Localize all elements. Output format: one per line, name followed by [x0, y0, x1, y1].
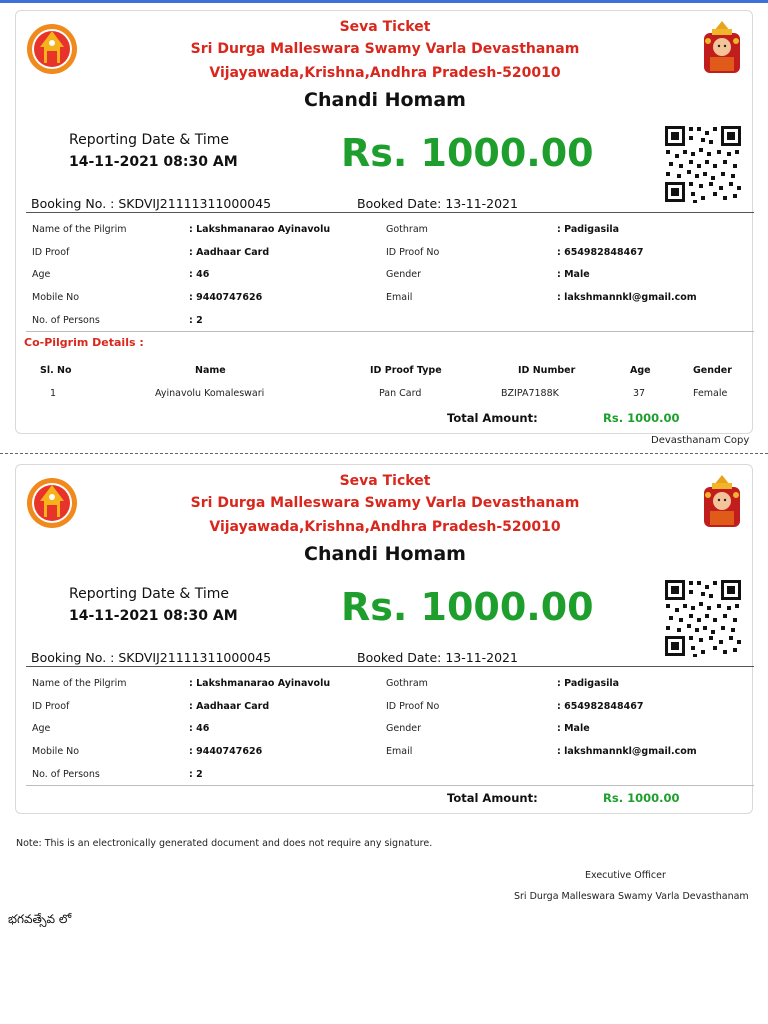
id-proof-value: : Aadhaar Card	[189, 247, 270, 258]
email-value: : lakshmannkl@gmail.com	[557, 746, 697, 757]
persons-value: : 2	[189, 315, 203, 326]
total-amount-label: Total Amount:	[447, 411, 538, 425]
mobile-value: : 9440747626	[189, 746, 263, 757]
table-cell-id-number: BZIPA7188K	[501, 388, 559, 399]
age-value: : 46	[189, 723, 210, 734]
email-label: Email	[386, 292, 413, 303]
pilgrim-name-value: : Lakshmanarao Ayinavolu	[189, 224, 331, 235]
temple-name: Sri Durga Malleswara Swamy Varla Devasthanam	[190, 495, 580, 511]
gender-label: Gender	[386, 723, 422, 734]
id-proof-no-value: : 654982848467	[557, 247, 644, 258]
table-cell-slno: 1	[50, 388, 57, 399]
table-header-name: Name	[195, 365, 226, 376]
reporting-label: Reporting Date & Time	[69, 132, 230, 148]
table-header-id-number: ID Number	[518, 365, 576, 376]
seva-name: Chandi Homam	[304, 543, 466, 565]
pilgrim-name-value: : Lakshmanarao Ayinavolu	[189, 678, 331, 689]
id-proof-no-label: ID Proof No	[386, 701, 440, 712]
seva-amount: Rs. 1000.00	[341, 585, 594, 629]
divider	[26, 666, 754, 667]
age-label: Age	[32, 269, 51, 280]
table-header-id-proof-type: ID Proof Type	[370, 365, 442, 376]
gothram-label: Gothram	[386, 678, 428, 689]
persons-label: No. of Persons	[32, 769, 100, 780]
id-proof-label: ID Proof	[32, 247, 70, 258]
table-header-age: Age	[630, 365, 651, 376]
table-cell-gender: Female	[693, 388, 728, 399]
divider	[26, 331, 754, 332]
temple-address: Vijayawada,Krishna,Andhra Pradesh-520010	[209, 519, 561, 535]
mobile-label: Mobile No	[32, 292, 80, 303]
gender-value: : Male	[557, 723, 590, 734]
id-proof-no-value: : 654982848467	[557, 701, 644, 712]
gothram-value: : Padigasila	[557, 224, 620, 235]
executive-officer-title: Executive Officer	[585, 870, 666, 881]
pilgrim-name-label: Name of the Pilgrim	[32, 224, 127, 235]
ticket-card-pilgrim-copy	[15, 464, 753, 814]
footer-note: Note: This is an electronically generated document and does not require any signature.	[16, 838, 433, 849]
age-value: : 46	[189, 269, 210, 280]
gender-label: Gender	[386, 269, 422, 280]
id-proof-value: : Aadhaar Card	[189, 701, 270, 712]
cut-line	[0, 453, 768, 454]
table-header-slno: Sl. No	[40, 365, 72, 376]
reporting-label: Reporting Date & Time	[69, 586, 230, 602]
seva-ticket-title: Seva Ticket	[339, 473, 431, 489]
email-label: Email	[386, 746, 413, 757]
divider	[26, 212, 754, 213]
booked-date: Booked Date: 13-11-2021	[357, 196, 518, 211]
id-proof-no-label: ID Proof No	[386, 247, 440, 258]
table-header-gender: Gender	[693, 365, 732, 376]
divider	[26, 785, 754, 786]
temple-address: Vijayawada,Krishna,Andhra Pradesh-520010	[209, 65, 561, 81]
reporting-datetime: 14-11-2021 08:30 AM	[69, 154, 238, 170]
top-accent-line	[0, 0, 768, 3]
executive-officer-org: Sri Durga Malleswara Swamy Varla Devasthanam	[514, 891, 749, 902]
mobile-value: : 9440747626	[189, 292, 263, 303]
id-proof-label: ID Proof	[32, 701, 70, 712]
qr-code-icon	[663, 578, 743, 658]
total-amount-value: Rs. 1000.00	[603, 791, 680, 805]
reporting-datetime: 14-11-2021 08:30 AM	[69, 608, 238, 624]
table-cell-name: Ayinavolu Komaleswari	[155, 388, 265, 399]
gender-value: : Male	[557, 269, 590, 280]
seva-ticket-title: Seva Ticket	[339, 19, 431, 35]
email-value: : lakshmannkl@gmail.com	[557, 292, 697, 303]
gothram-label: Gothram	[386, 224, 428, 235]
table-cell-id-proof-type: Pan Card	[379, 388, 422, 399]
booking-number: Booking No. : SKDVIJ21111311000045	[31, 196, 272, 211]
table-cell-age: 37	[633, 388, 646, 399]
booked-date: Booked Date: 13-11-2021	[357, 650, 518, 665]
ticket-card-devasthanam-copy	[15, 10, 753, 434]
seva-amount: Rs. 1000.00	[341, 131, 594, 175]
total-amount-label: Total Amount:	[447, 791, 538, 805]
booking-number: Booking No. : SKDVIJ21111311000045	[31, 650, 272, 665]
gothram-value: : Padigasila	[557, 678, 620, 689]
co-pilgrim-title: Co-Pilgrim Details :	[24, 336, 144, 349]
pilgrim-name-label: Name of the Pilgrim	[32, 678, 127, 689]
copy-label: Devasthanam Copy	[651, 435, 750, 446]
qr-code-icon	[663, 124, 743, 204]
temple-name: Sri Durga Malleswara Swamy Varla Devasthanam	[190, 41, 580, 57]
telugu-footer-text: భగవత్సేవ లో	[8, 912, 72, 926]
persons-label: No. of Persons	[32, 315, 100, 326]
mobile-label: Mobile No	[32, 746, 80, 757]
age-label: Age	[32, 723, 51, 734]
persons-value: : 2	[189, 769, 203, 780]
total-amount-value: Rs. 1000.00	[603, 411, 680, 425]
seva-name: Chandi Homam	[304, 89, 466, 111]
